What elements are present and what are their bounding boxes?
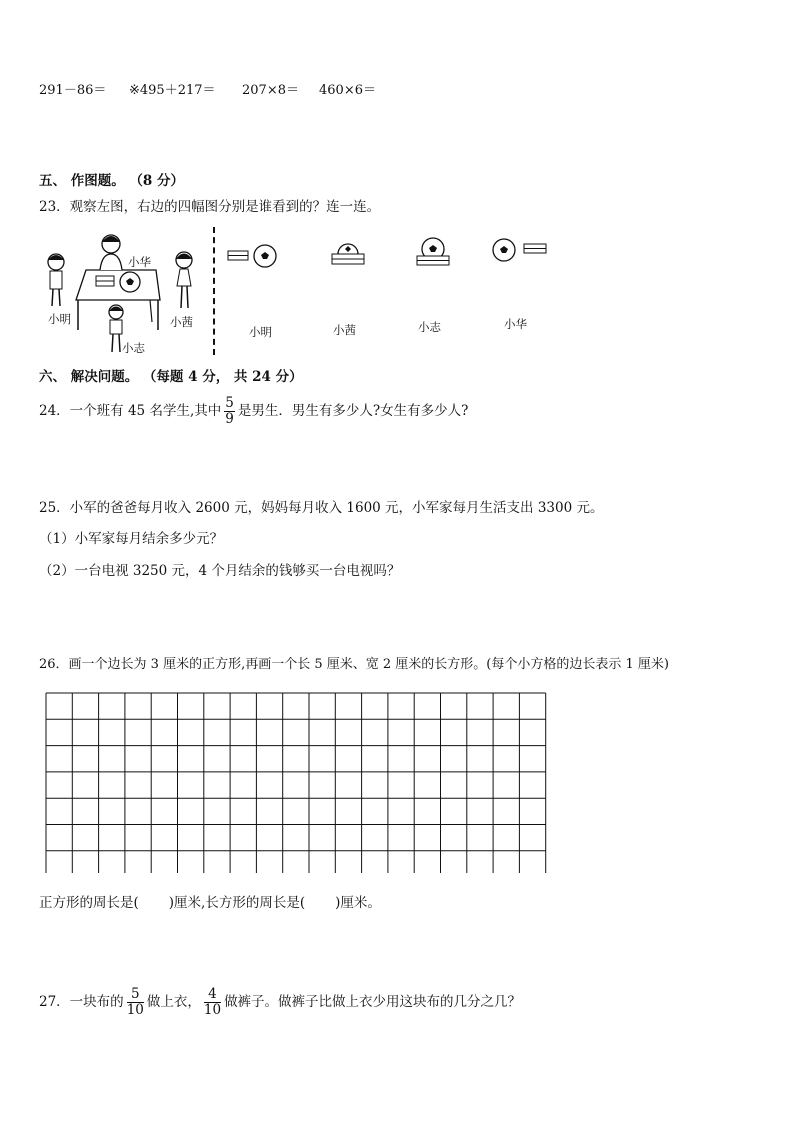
view-option-4 [492,237,548,263]
label-xiaoming: 小明 [48,312,71,326]
calc-1: 291－86＝ [39,83,107,98]
q27-fraction-2-denominator: 10 [203,1002,222,1018]
question-24 [39,396,468,427]
option-label-2: 小茜 [333,323,356,337]
question-26-answer [39,894,381,912]
answer-square-prefix: 正方形的周长是( [39,895,139,911]
person-xiaoming [48,254,64,306]
calc-2: ※495＋217＝ [129,83,216,98]
q27-fraction-1-numerator: 5 [127,987,144,1003]
calc-3: 207×8＝ [242,83,299,98]
q27-fraction-1 [127,987,144,1018]
label-xiaoqian: 小茜 [170,315,193,329]
label-xiaohua: 小华 [128,255,151,269]
calc-4: 460×6＝ [319,83,376,98]
section-6-heading: 六、 解决问题。 （每题 4 分， 共 24 分） [39,369,303,385]
dashed-divider [213,227,215,355]
question-23: 23．观察左图，右边的四幅图分别是谁看到的？连一连。 [39,199,381,215]
view-option-1 [227,243,281,269]
q27-text-c: 做裤子。做裤子比做上衣少用这块布的几分之几？ [224,994,522,1010]
drawing-grid[interactable] [45,692,550,873]
q24-text-after: 是男生．男生有多少人?女生有多少人? [237,403,469,419]
football [120,272,140,292]
section-5-heading: 五、 作图题。 （8 分） [39,173,184,189]
q24-text-before: 24．一个班有 45 名学生,其中 [39,403,222,419]
question-25: 25．小军的爸爸每月收入 2600 元，妈妈每月收入 1600 元，小军家每月生活支出 3300 元。 [39,500,604,516]
option-label-4: 小华 [504,317,527,331]
answer-suffix: )厘米。 [335,895,381,911]
option-label-3: 小志 [418,320,441,334]
label-xiaozhi: 小志 [122,341,145,355]
option-label-1: 小明 [249,325,272,339]
question-27 [39,987,521,1018]
person-xiaohua [100,235,122,270]
view-option-2 [331,240,365,268]
q24-fraction-numerator: 5 [225,395,234,411]
q27-fraction-1-denominator: 10 [126,1002,144,1018]
person-xiaozhi [109,305,123,352]
person-xiaoqian [176,252,192,308]
question-25-part-2: （2）一台电视 3250 元，4 个月结余的钱够买一台电视吗？ [39,563,401,579]
view-option-3 [416,236,450,268]
q27-text-b: 做上衣， [146,994,201,1010]
q27-text-a: 27．一块布的 [39,994,124,1010]
q27-fraction-2-numerator: 4 [204,987,221,1003]
question-26: 26．画一个边长为 3 厘米的正方形,再画一个长 5 厘米、宽 2 厘米的长方形。(每个小方格的边长表示 1 厘米) [39,657,669,672]
question-25-part-1: （1）小军家每月结余多少元？ [39,531,224,547]
q24-fraction-denominator: 9 [225,411,234,427]
scene-illustration [40,226,220,358]
q24-fraction [224,396,235,427]
pencil-box [96,276,114,286]
answer-rectangle-prefix: )厘米,长方形的周长是( [168,895,306,911]
q27-fraction-2 [204,987,221,1018]
